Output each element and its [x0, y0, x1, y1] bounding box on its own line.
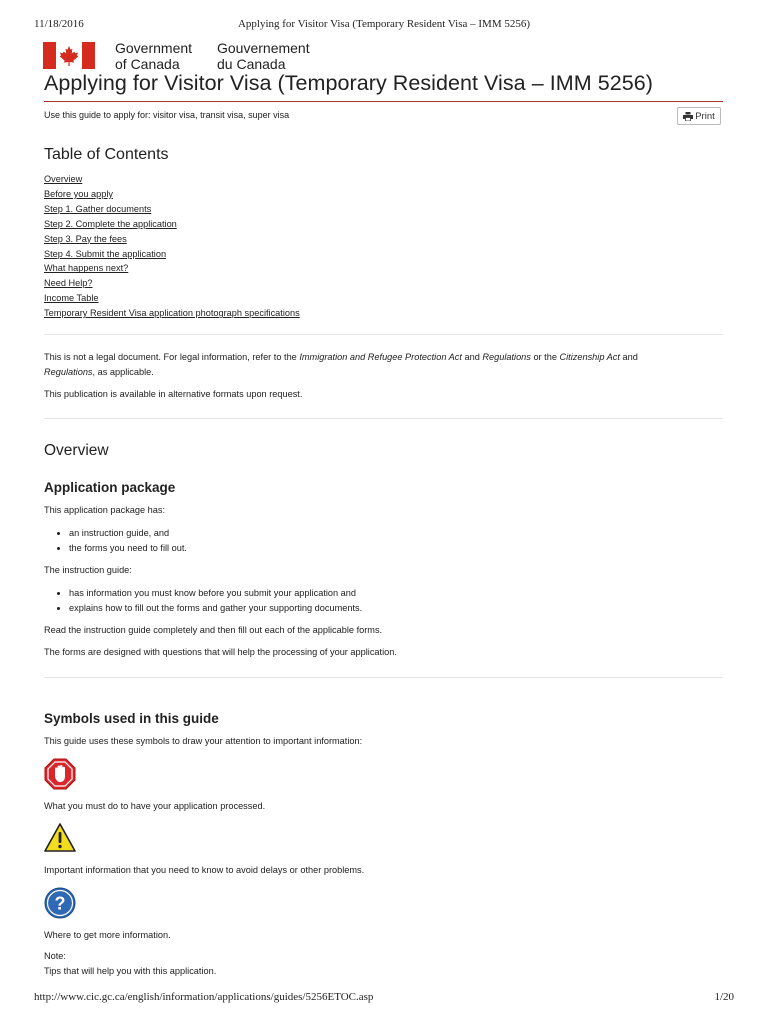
legal-text: and [461, 352, 483, 362]
toc-item [44, 172, 300, 187]
legal-text: or the [530, 352, 560, 362]
signature-english [115, 40, 192, 72]
legal-text: , as applicable. [92, 367, 154, 377]
print-button[interactable] [677, 107, 721, 125]
signature-en-line1: Government [115, 40, 193, 56]
canada-flag-icon [43, 42, 95, 69]
warning-symbol-text: Important information that you need to know to avoid delays or other problems. [44, 865, 365, 875]
regulations-title: Regulations [44, 367, 93, 377]
package-list [56, 526, 187, 556]
toc-item [44, 276, 300, 291]
toc-link-step-2[interactable]: Step 2. Complete the application [44, 218, 177, 229]
question-icon [44, 887, 76, 919]
toc-link-need-help[interactable]: Need Help? [44, 278, 93, 289]
forms-text: The forms are designed with questions that will help the processing of your application. [44, 647, 397, 657]
note-text: Tips that will help you with this application. [44, 966, 217, 976]
symbols-heading: Symbols used in this guide [44, 711, 219, 726]
application-package-heading: Application package [44, 480, 176, 495]
toc-item [44, 187, 300, 202]
signature-fr-line1: Gouvernement [217, 40, 310, 56]
overview-heading: Overview [44, 442, 109, 459]
warning-icon [44, 822, 76, 854]
page-title: Applying for Visitor Visa (Temporary Resident Visa – IMM 5256) [44, 71, 653, 95]
toc-link-before-you-apply[interactable]: Before you apply [44, 188, 113, 199]
toc-item [44, 291, 300, 306]
signature-french [217, 40, 310, 72]
read-guide-text: Read the instruction guide completely and then fill out each of the applicable forms. [44, 625, 383, 635]
toc-item [44, 202, 300, 217]
legal-text: This is not a legal document. For legal information, refer to the [44, 352, 300, 362]
toc-link-step-1[interactable]: Step 1. Gather documents [44, 203, 152, 214]
signature-en-line2: of Canada [115, 56, 180, 72]
act-title: Immigration and Refugee Protection Act [299, 352, 462, 362]
divider [44, 418, 723, 419]
regulations-title: Regulations [482, 352, 531, 362]
page-number: 1/20 [714, 991, 734, 1003]
page-url: http://www.cic.gc.ca/english/information/applications/guides/5256ETOC.asp [34, 991, 374, 1003]
list-item: • the forms you need to fill out. [69, 541, 187, 556]
legal-notice [44, 350, 714, 380]
guide-list [56, 586, 362, 616]
list-item: • an instruction guide, and [69, 526, 187, 541]
intro-text: Use this guide to apply for: visitor visa, transit visa, super visa [44, 110, 290, 120]
stop-hand-icon [44, 758, 76, 790]
list-item: • explains how to fill out the forms and gather your supporting documents. [69, 601, 362, 616]
toc-item [44, 217, 300, 232]
title-divider [44, 101, 723, 102]
guide-intro: The instruction guide: [44, 565, 132, 575]
toc-link-step-4[interactable]: Step 4. Submit the application [44, 248, 167, 259]
citizenship-act-title: Citizenship Act [559, 352, 620, 362]
toc-link-overview[interactable]: Overview [44, 174, 83, 184]
toc-link-step-3[interactable]: Step 3. Pay the fees [44, 233, 127, 244]
alternative-formats-note: This publication is available in alternative formats upon request. [44, 389, 303, 399]
table-of-contents [44, 172, 300, 321]
toc-link-income-table[interactable]: Income Table [44, 293, 99, 304]
package-intro: This application package has: [44, 505, 166, 515]
toc-heading: Table of Contents [44, 146, 169, 163]
toc-item [44, 247, 300, 262]
svg-text:?: ? [54, 893, 66, 914]
divider [44, 334, 723, 335]
signature-fr-line2: du Canada [217, 56, 286, 72]
stop-symbol-text: What you must do to have your application processed. [44, 801, 266, 811]
legal-text: and [619, 352, 638, 362]
symbols-intro: This guide uses these symbols to draw your attention to important information: [44, 736, 363, 746]
print-page-title: Applying for Visitor Visa (Temporary Resident Visa – IMM 5256) [237, 18, 531, 30]
print-icon [683, 112, 693, 121]
toc-item [44, 232, 300, 247]
help-symbol-text: Where to get more information. [44, 930, 171, 940]
toc-item [44, 261, 300, 276]
toc-link-what-happens-next[interactable]: What happens next? [44, 263, 129, 274]
print-button-label: Print [695, 110, 715, 122]
list-item: • has information you must know before you submit your application and [69, 586, 362, 601]
note-label: Note: [44, 951, 66, 961]
divider [44, 677, 723, 678]
toc-link-photo-specs[interactable]: Temporary Resident Visa application photograph specifications [44, 308, 300, 319]
print-header [34, 18, 734, 32]
print-date: 11/18/2016 [34, 18, 84, 30]
print-footer [34, 991, 734, 1005]
toc-item [44, 306, 300, 321]
